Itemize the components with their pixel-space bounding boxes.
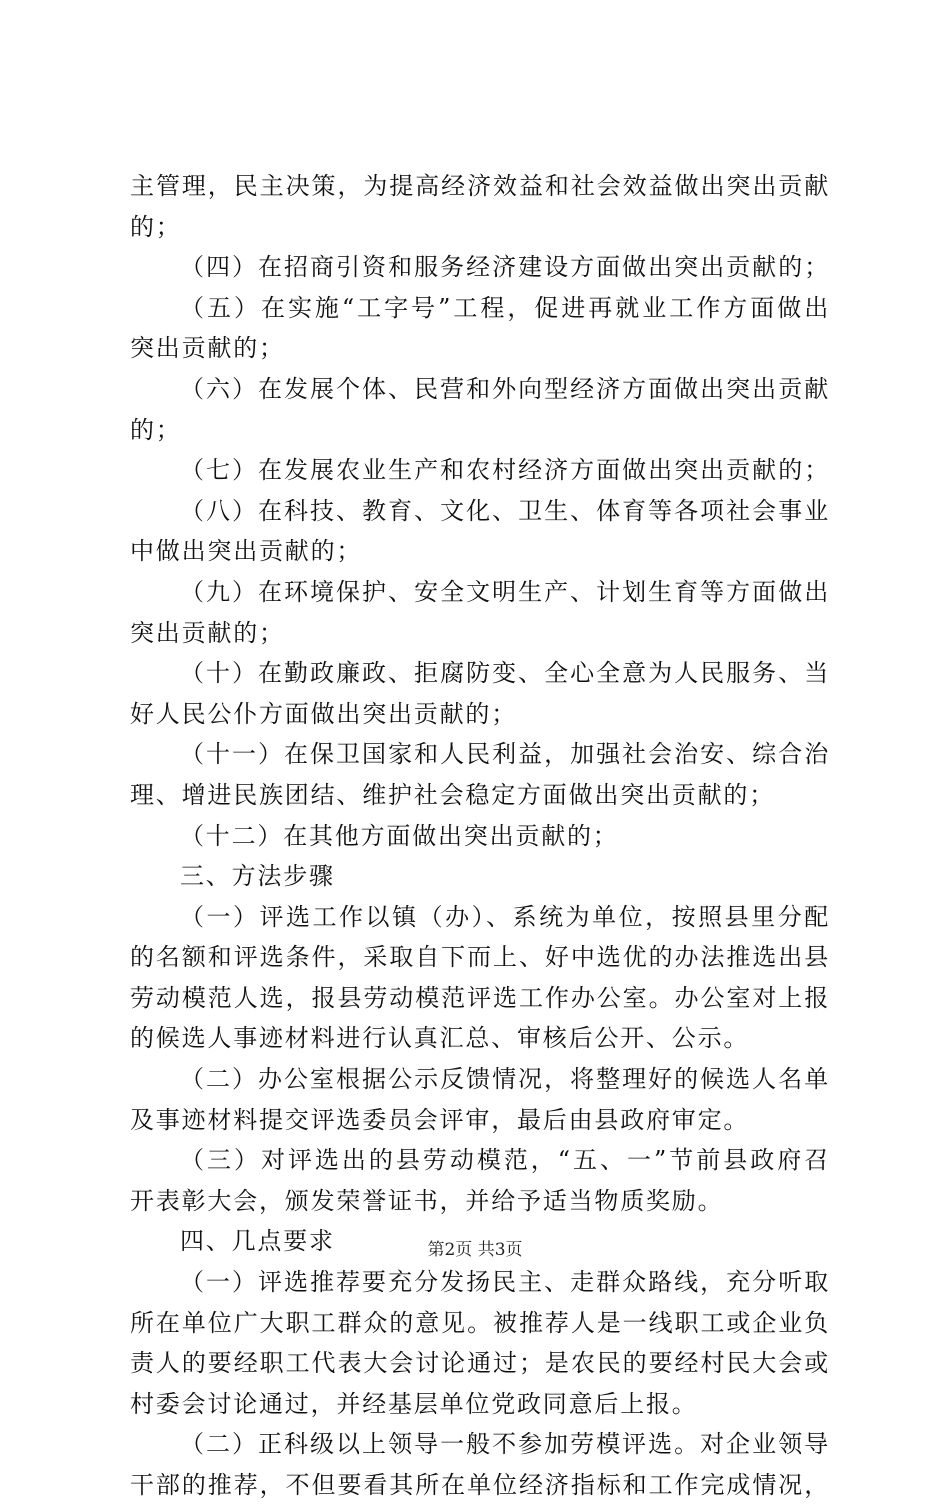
text-line: 开表彰大会，颁发荣誉证书，并给予适当物质奖励。: [130, 1186, 724, 1215]
text-line: 劳动模范人选，报县劳动模范评选工作办公室。办公室对上报: [130, 983, 830, 1012]
text-line: （二）办公室根据公示反馈情况，将整理好的候选人名单: [180, 1065, 830, 1094]
text-line: （二）正科级以上领导一般不参加劳模评选。对企业领导: [180, 1430, 830, 1459]
text-line: 主管理，民主决策，为提高经济效益和社会效益做出突出贡献: [130, 172, 830, 200]
text-line: 突出贡献的；: [130, 618, 285, 647]
text-line: （九）在环境保护、安全文明生产、计划生育等方面做出: [180, 577, 830, 606]
text-line: 所在单位广大职工群众的意见。被推荐人是一线职工或企业负: [130, 1308, 830, 1337]
text-line: 突出贡献的；: [130, 334, 285, 363]
text-line: （十）在勤政廉政、拒腐防变、全心全意为人民服务、当: [180, 659, 830, 688]
text-line: 村委会讨论通过，并经基层单位党政同意后上报。: [130, 1389, 698, 1418]
text-line: （六）在发展个体、民营和外向型经济方面做出突出贡献: [180, 374, 830, 403]
text-line: 四、几点要求: [180, 1227, 335, 1256]
text-line: 责人的要经职工代表大会讨论通过；是农民的要经村民大会或: [130, 1349, 830, 1378]
text-line: 干部的推荐，不但要看其所在单位经济指标和工作完成情况，: [130, 1471, 830, 1499]
text-line: 理、增进民族团结、维护社会稳定方面做出突出贡献的；: [130, 780, 775, 809]
text-line: 的；: [130, 212, 182, 241]
text-line: （一）评选工作以镇（办）、系统为单位，按照县里分配: [180, 902, 830, 931]
page-footer: 第2页 共3页: [427, 1240, 523, 1260]
text-line: （八）在科技、教育、文化、卫生、体育等各项社会事业: [180, 496, 830, 525]
text-line: 的；: [130, 415, 182, 444]
text-line: （十二）在其他方面做出突出贡献的；: [180, 821, 619, 850]
text-line: 及事迹材料提交评选委员会评审，最后由县政府审定。: [130, 1105, 750, 1134]
text-line: （三）对评选出的县劳动模范，“五、一”节前县政府召: [180, 1146, 830, 1175]
text-line: （十一）在保卫国家和人民利益，加强社会治安、综合治: [180, 740, 830, 769]
text-line: （一）评选推荐要充分发扬民主、走群众路线，充分听取: [180, 1268, 830, 1297]
document-body: [130, 166, 830, 1506]
text-line: 好人民公仆方面做出突出贡献的；: [130, 699, 517, 728]
text-line: 的候选人事迹材料进行认真汇总、审核后公开、公示。: [130, 1024, 750, 1053]
text-line: 三、方法步骤: [180, 862, 335, 891]
text-line: 的名额和评选条件，采取自下而上、好中选优的办法推选出县: [130, 943, 830, 972]
text-line: 中做出突出贡献的；: [130, 537, 363, 566]
text-line: （五）在实施“工字号”工程，促进再就业工作方面做出: [180, 293, 830, 322]
text-line: （七）在发展农业生产和农村经济方面做出突出贡献的；: [180, 456, 830, 485]
text-line: （四）在招商引资和服务经济建设方面做出突出贡献的；: [180, 253, 830, 282]
